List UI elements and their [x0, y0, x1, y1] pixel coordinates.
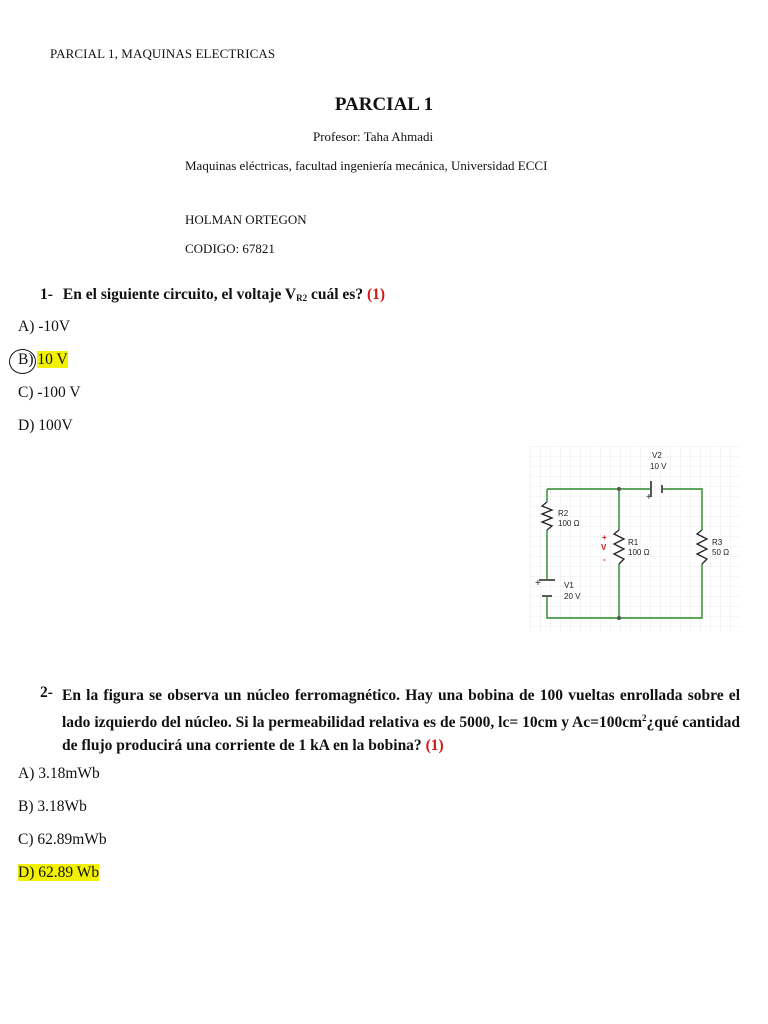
q1-option-a: A) -10V: [18, 318, 71, 335]
v1-plus: +: [535, 578, 541, 589]
r3-value: 50 Ω: [712, 548, 730, 557]
q2-option-b: B) 3.18Wb: [18, 798, 87, 815]
r1-name: R1: [628, 538, 639, 547]
r1-value: 100 Ω: [628, 548, 650, 557]
question-1: [40, 286, 385, 304]
circuit-diagram: [530, 446, 740, 632]
student-code: CODIGO: 67821: [185, 241, 275, 256]
course-line: Maquinas eléctricas, facultad ingeniería mecánica, Universidad ECCI: [185, 158, 548, 173]
r3-name: R3: [712, 538, 723, 547]
q1-option-b: [18, 351, 68, 369]
vr1-minus: -: [603, 555, 606, 564]
document-header: PARCIAL 1, MAQUINAS ELECTRICAS: [50, 46, 276, 61]
q2-option-a: A) 3.18mWb: [18, 765, 100, 782]
question-1-text: En el siguiente circuito, el voltaje $V_{R2}$ cuál es?: [62, 286, 364, 303]
v2-name: V2: [652, 451, 662, 460]
professor-line: Profesor: Taha Ahmadi: [313, 129, 434, 144]
q1-option-b-highlight: 10 V: [37, 351, 68, 368]
v1-name: V1: [564, 581, 574, 590]
v2-value: 10 V: [650, 462, 667, 471]
q1-option-b-letter: B): [18, 351, 34, 368]
q1-option-d: D) 100V: [18, 417, 73, 434]
vr1-plus: +: [602, 533, 607, 542]
q2-option-d: [18, 864, 99, 882]
question-2-points: (1): [425, 737, 444, 754]
question-1-points: (1): [366, 286, 386, 303]
question-1-number: 1-: [40, 286, 53, 303]
vr1-v-label: V: [601, 543, 607, 552]
question-2-number: 2-: [40, 684, 53, 701]
question-2-text: En la figura se observa un núcleo ferromagnético. Hay una bobina de 100 vueltas enrollada sobre el lado izquierdo del núcleo. Si la permeabilidad relativa es de 5000, lc= 10cm y $Ac=100cm^2¿qué$ cantidad de flujo producirá una corriente de 1 kA en la bobina? (1): [62, 687, 740, 754]
page-title: PARCIAL 1: [334, 94, 434, 115]
v1-value: 20 V: [564, 592, 581, 601]
r2-value: 100 Ω: [558, 519, 580, 528]
student-name: HOLMAN ORTEGON: [185, 212, 307, 227]
q2-option-d-highlight: D) 62.89 Wb: [18, 864, 100, 881]
q1-option-c: C) -100 V: [18, 384, 81, 401]
v2-plus: +: [646, 492, 652, 503]
q2-option-c: C) 62.89mWb: [18, 831, 107, 848]
r2-name: R2: [558, 509, 569, 518]
